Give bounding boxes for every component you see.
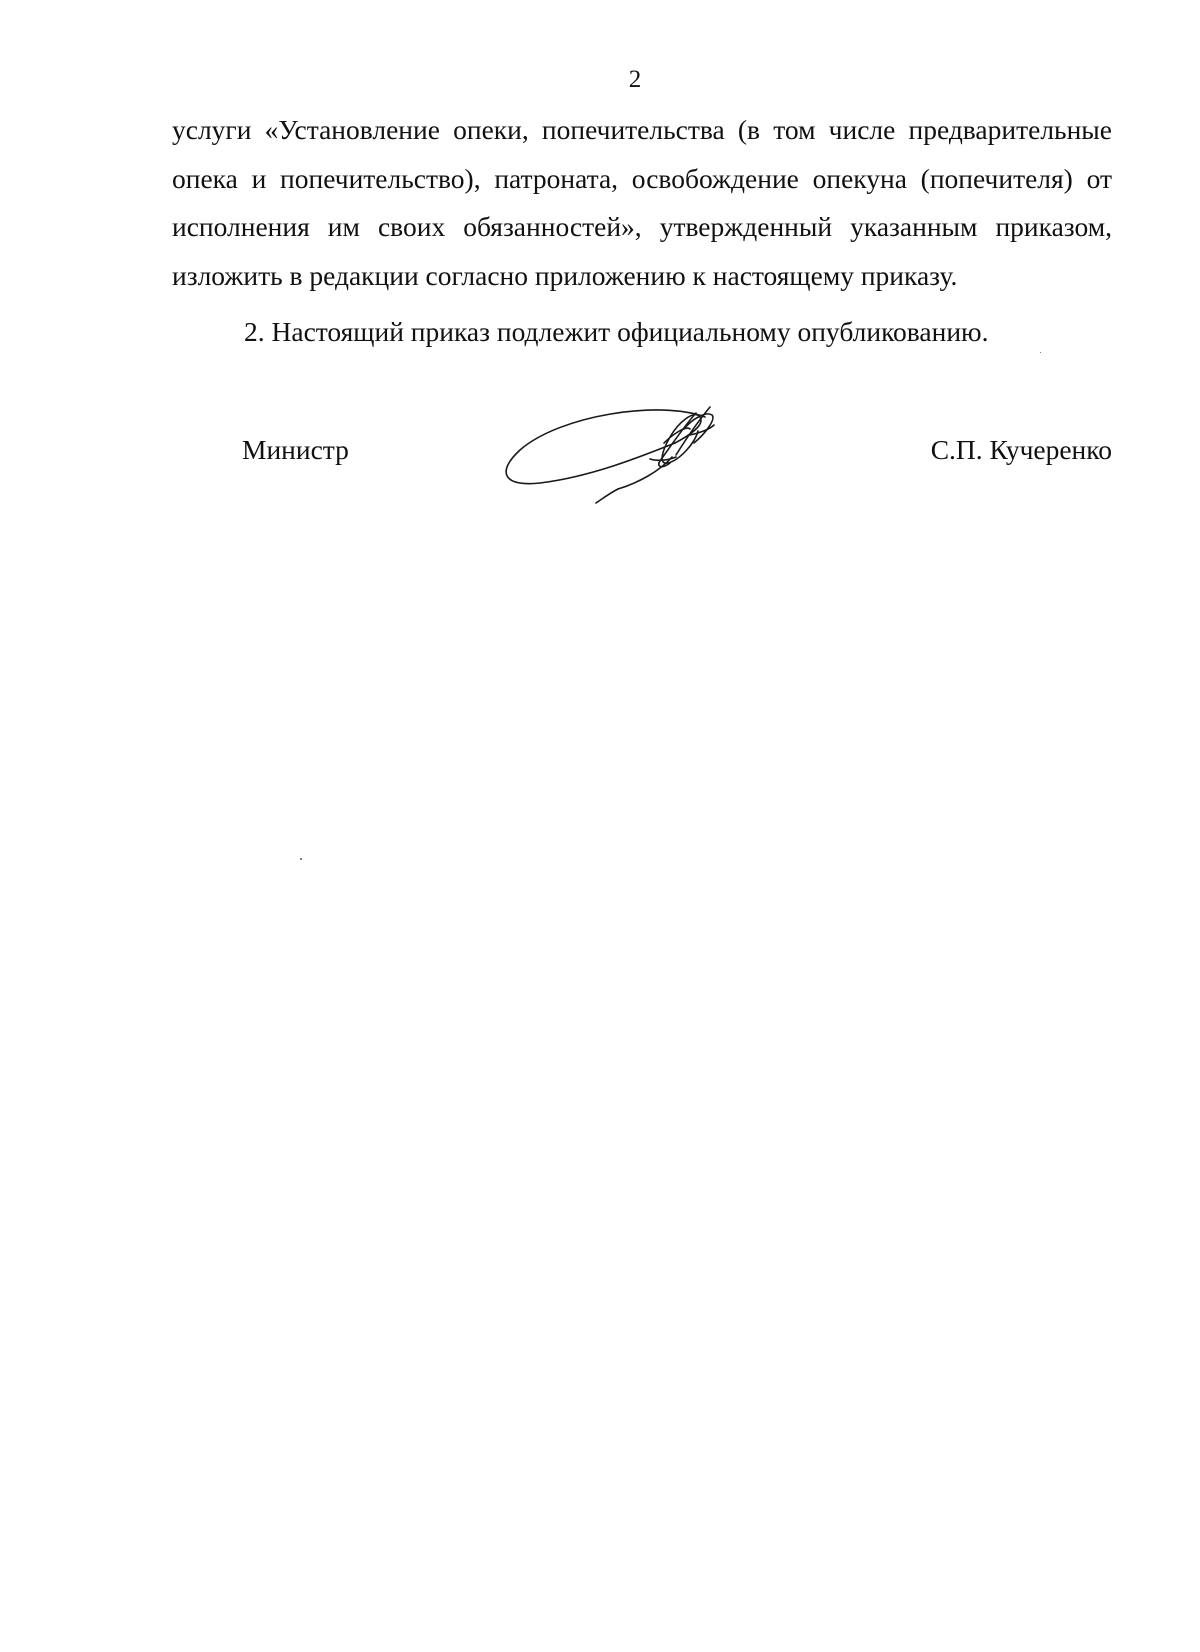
paragraph-2: 2. Настоящий приказ подлежит официальному опубликованию. [244, 316, 989, 347]
scan-artifact [1040, 352, 1041, 353]
scan-artifact [300, 858, 302, 860]
handwritten-signature [500, 395, 750, 523]
paragraph-1: услуги «Установление опеки, попечительства (в том числе предварительные опека и попечительство), патроната, освобождение опекуна (попечителя) от исполнения им своих обязанностей», утвержденный указанным приказом, изложить в редакции согласно приложению к настоящему приказу. [172, 114, 1112, 291]
signatory-name: С.П. Кучеренко [930, 434, 1112, 465]
page-number: 2 [628, 66, 642, 93]
signatory-title: Министр [242, 434, 349, 465]
document-body [172, 106, 1112, 357]
